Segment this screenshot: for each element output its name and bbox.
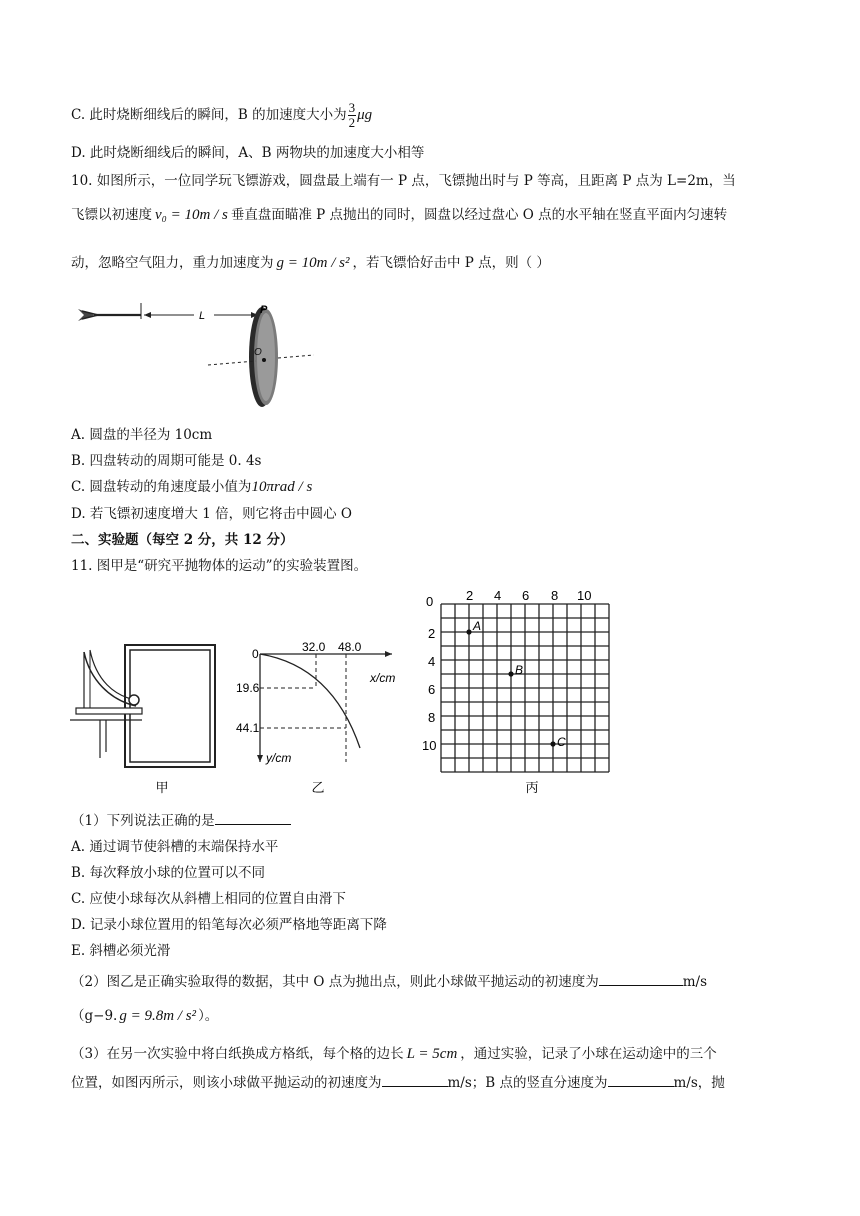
angular-velocity-formula: 10πrad / s [251,479,313,495]
y-tick-44-1: 44.1 [236,721,260,735]
point-b-label: B [515,663,524,677]
q11-part3-line1: （3）在另一次实验中将白纸换成方格纸，每个格的边长 L = 5cm ，通过实验，记录了小球在运动途中的三个 [71,1046,717,1062]
fraction-three-halves: $\frac{3}{2}$ [348,100,356,130]
figure-bing-grid [420,586,620,798]
grid-x-tick-4: 4 [494,588,502,603]
label-p: P [260,304,268,316]
point-c-label: C [557,735,566,749]
point-a [466,629,471,634]
q9-option-d: D. 此时烧断细线后的瞬间，A、B 两物块的加速度大小相等 [71,145,425,161]
q11-part2-line2: （g−9. g = 9.8m / s² ）。 [71,1008,219,1024]
q9-option-c-text: C. 此时烧断细线后的瞬间，B 的加速度大小为 [71,107,347,123]
point-b [508,671,513,676]
q11-stem: 11. 图甲是“研究平抛物体的运动”的实验装置图。 [71,558,368,574]
q10-stem-line2: 飞镖以初速度 v₀ = 10m / s 垂直盘面瞄准 P 点抛出的同时，圆盘以经过盘心 O 点的水平轴在竖直平面内匀速转 [71,207,728,223]
caption-yi: 乙 [311,781,325,796]
q10-stem-line3: 动，忽略空气阻力，重力加速度为 g = 10m / s² ，若飞镖恰好击中 P 点，则（ ） [71,255,550,271]
q10-option-c: C. 圆盘转动的角速度最小值为10πrad / s [71,479,313,495]
grid-x-tick-6: 6 [522,588,530,603]
grid-x-tick-8: 8 [551,588,559,603]
answer-blank-4[interactable] [608,1074,674,1087]
q11-option-e: E. 斜槽必须光滑 [71,943,171,959]
y-tick-19-6: 19.6 [236,681,260,695]
figure-yi-trajectory [236,636,402,800]
y-axis-label: y/cm [266,751,292,765]
grid-y-tick-2: 2 [428,626,436,641]
q10-option-a: A. 圆盘的半径为 10cm [71,427,213,443]
q10-stem-line1: 10. 如图所示，一位同学玩飞镖游戏，圆盘最上端有一 P 点，飞镖抛出时与 P 等高，且距离 P 点为 L=2m，当 [71,173,736,189]
x-tick-32: 32.0 [302,640,326,654]
dart-disc-figure [74,295,324,413]
grid-lines [441,604,609,772]
mu-g: μg [357,107,373,123]
q11-part2-line1: （2）图乙是正确实验取得的数据，其中 O 点为抛出点，则此小球做平抛运动的初速度为 m/s [71,974,708,990]
q11-part1: （1）下列说法正确的是 [71,812,291,830]
origin-label: 0 [252,647,259,661]
q11-option-c: C. 应使小球每次从斜槽上相同的位置自由滑下 [71,891,346,907]
point-c [550,741,555,746]
q11-option-b: B. 每次释放小球的位置可以不同 [71,865,266,881]
gravity-formula: g = 10m / s² [276,255,350,271]
answer-blank-2[interactable] [599,973,683,986]
gravity-9-8-formula: g = 9.8m / s² [119,1008,197,1024]
q10-option-b: B. 四盘转动的周期可能是 0. 4s [71,453,262,469]
answer-blank-1[interactable] [215,812,291,825]
q11-part3-line2: 位置，如图丙所示，则该小球做平抛运动的初速度为 m/s；B 点的竖直分速度为 m/s，抛 [71,1075,725,1091]
caption-bing: 丙 [525,781,539,796]
grid-y-tick-4: 4 [428,654,436,669]
grid-length-formula: L = 5cm [406,1046,458,1062]
q10-option-d: D. 若飞镖初速度增大 1 倍，则它将击中圆心 O [71,506,352,522]
grid-y-tick-10: 10 [422,738,437,753]
caption-jia: 甲 [155,781,169,796]
grid-origin: 0 [426,594,434,609]
q9-option-c [71,101,372,130]
grid-y-tick-8: 8 [428,710,436,725]
q11-option-a: A. 通过调节使斜槽的末端保持水平 [71,839,279,855]
figure-jia-apparatus [70,640,230,800]
grid-x-tick-2: 2 [466,588,474,603]
dart-icon [78,309,141,321]
point-a-label: A [473,619,482,633]
x-tick-48: 48.0 [338,640,362,654]
label-l: L [199,310,206,322]
label-o: O [254,347,262,358]
x-axis-label: x/cm [370,671,396,685]
grid-x-tick-10: 10 [577,588,592,603]
initial-velocity-formula: v₀ = 10m / s [155,207,228,223]
grid-y-tick-6: 6 [428,682,436,697]
section-title: 二、实验题（每空 2 分，共 12 分） [71,532,294,548]
q11-option-d: D. 记录小球位置用的铅笔每次必须严格地等距离下降 [71,917,387,933]
answer-blank-3[interactable] [382,1074,448,1087]
